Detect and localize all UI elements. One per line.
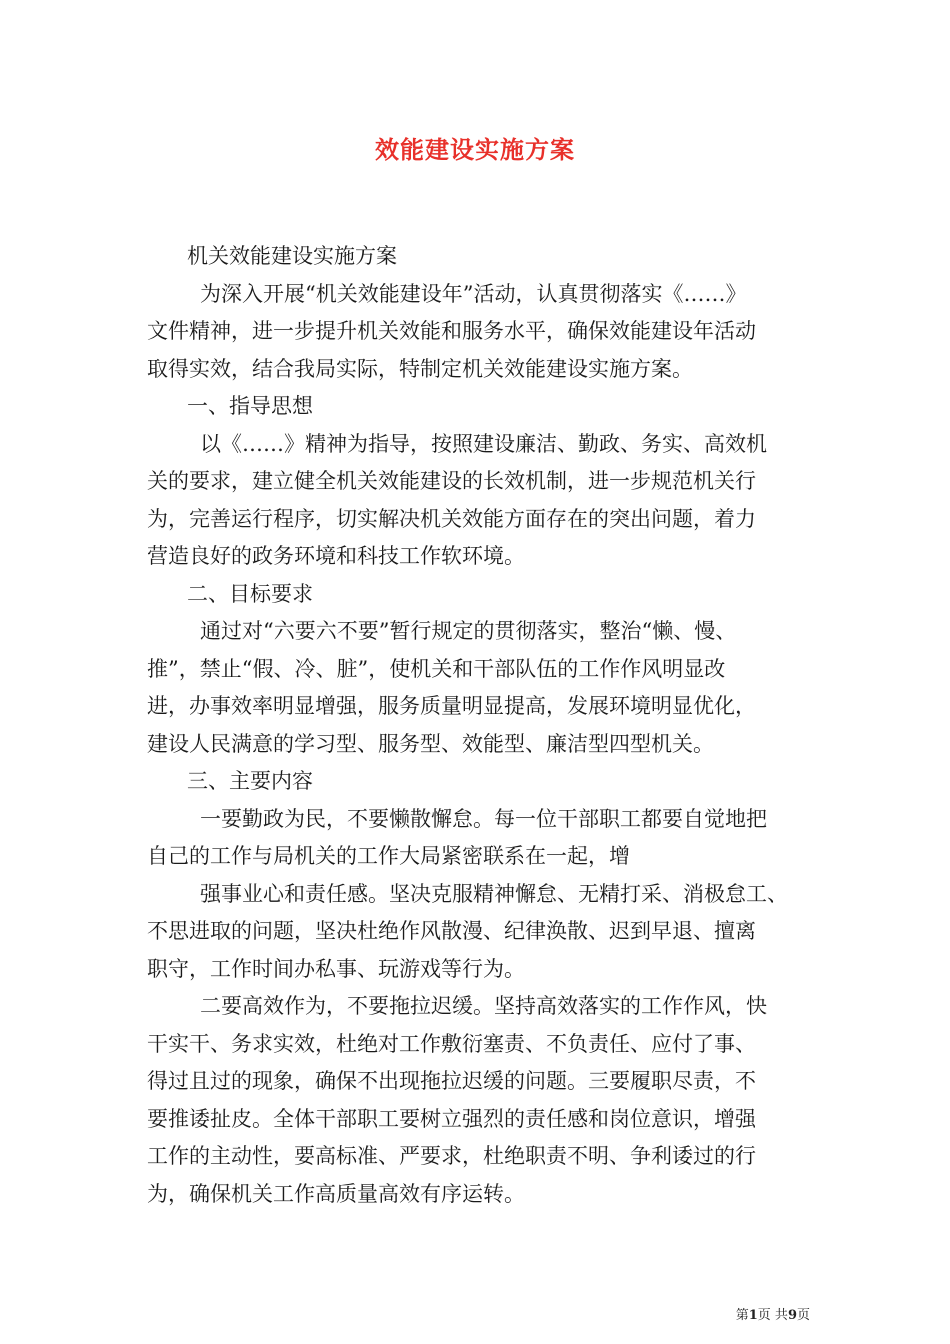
footer-suffix: 页 — [796, 1308, 810, 1323]
section-heading: 二、目标要求 — [187, 581, 313, 606]
paragraph-line: 为，确保机关工作高质量高效有序运转。 — [147, 1181, 525, 1206]
paragraph-line: 一要勤政为民，不要懒散懈怠。每一位干部职工都要自觉地把 — [200, 806, 767, 831]
footer-middle: 页 共 — [757, 1308, 788, 1323]
paragraph-line: 自己的工作与局机关的工作大局紧密联系在一起，增 — [147, 844, 630, 868]
paragraph-line: 为深入开展“机关效能建设年”活动，认真贯彻落实《……》 — [200, 281, 747, 306]
paragraph-line: 二要高效作为，不要拖拉迟缓。坚持高效落实的工作作风，快 — [200, 994, 767, 1018]
paragraph-line: 进，办事效率明显增强，服务质量明显提高，发展环境明显优化， — [147, 694, 756, 718]
paragraph-line: 通过对“六要六不要”暂行规定的贯彻落实，整治“懒、慢、 — [200, 619, 737, 643]
paragraph-line: 文件精神，进一步提升机关效能和服务水平，确保效能建设年活动 — [147, 319, 756, 343]
total-page-count: 9 — [787, 1308, 797, 1323]
paragraph-line: 营造良好的政务环境和科技工作软环境。 — [147, 544, 525, 568]
section-heading: 三、主要内容 — [187, 769, 313, 793]
paragraph-line: 取得实效，结合我局实际，特制定机关效能建设实施方案。 — [147, 356, 693, 381]
current-page-number: 1 — [748, 1308, 758, 1323]
paragraph-line: 职守，工作时间办私事、玩游戏等行为。 — [147, 956, 525, 981]
document-title: 效能建设实施方案 — [375, 135, 575, 164]
paragraph-line: 推”，禁止“假、冷、脏”，使机关和干部队伍的工作作风明显改 — [147, 656, 726, 681]
paragraph-line: 不思进取的问题，坚决杜绝作风散漫、纪律涣散、迟到早退、擅离 — [147, 919, 756, 943]
paragraph-line: 干实干、务求实效，杜绝对工作敷衍塞责、不负责任、应付了事、 — [147, 1031, 756, 1056]
paragraph-line: 要推诿扯皮。全体干部职工要树立强烈的责任感和岗位意识，增强 — [147, 1106, 756, 1131]
document-body — [147, 238, 817, 1213]
paragraph-line: 以《……》精神为指导，按照建设廉洁、勤政、务实、高效机 — [200, 431, 767, 456]
paragraph-line: 得过且过的现象，确保不出现拖拉迟缓的问题。三要履职尽责，不 — [147, 1069, 756, 1093]
footer-prefix: 第 — [735, 1308, 749, 1323]
paragraph-line: 建设人民满意的学习型、服务型、效能型、廉洁型四型机关。 — [147, 731, 714, 756]
subtitle-line: 机关效能建设实施方案 — [187, 244, 397, 268]
paragraph-line: 为，完善运行程序，切实解决机关效能方面存在的突出问题，着力 — [147, 506, 756, 531]
section-heading: 一、指导思想 — [187, 394, 313, 418]
paragraph-line: 工作的主动性，要高标准、严要求，杜绝职责不明、争利诿过的行 — [147, 1144, 756, 1168]
paragraph-line: 关的要求，建立健全机关效能建设的长效机制，进一步规范机关行 — [147, 469, 756, 493]
page-number-footer — [700, 1304, 810, 1323]
paragraph-line: 强事业心和责任感。坚决克服精神懈怠、无精打采、消极怠工、 — [200, 881, 788, 906]
